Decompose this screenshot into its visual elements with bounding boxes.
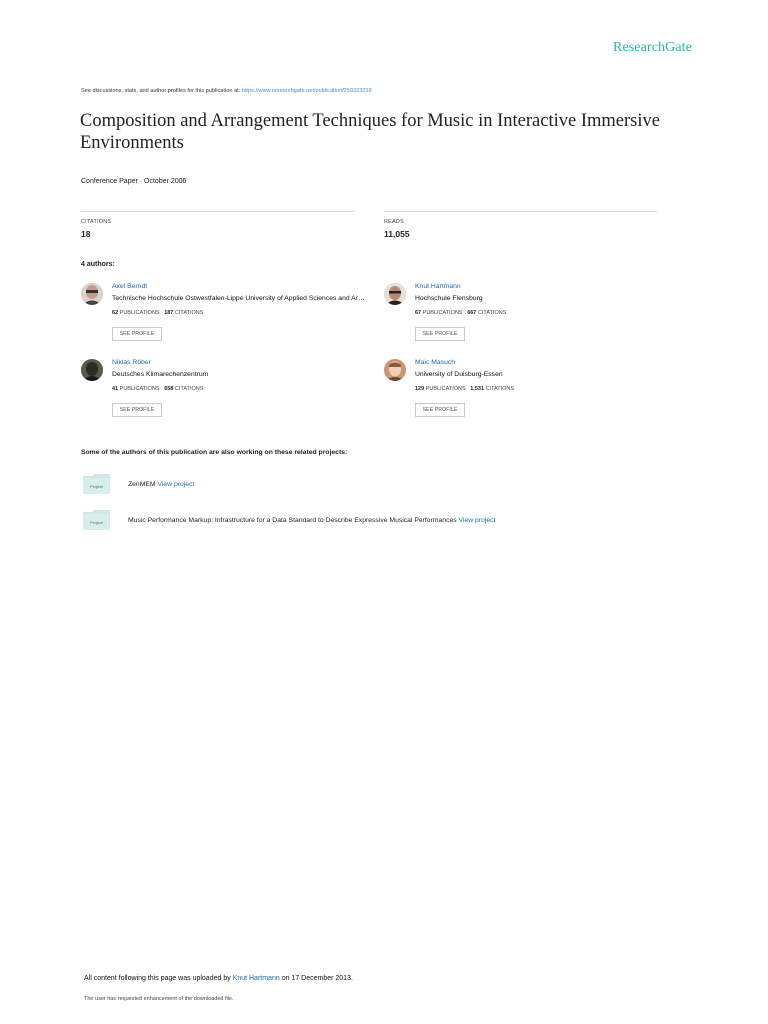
citations-label: CITATIONS [477,310,507,316]
author-stats [112,386,203,392]
paper-type-date: Conference Paper · October 2006 [81,178,187,185]
citations-count: 1,531 [470,386,485,392]
citations-count: 667 [467,310,477,316]
author-institution[interactable]: University of Duisburg-Essen [415,371,503,378]
publications-count: 67 [415,310,422,316]
reads-label: READS [384,219,404,225]
publications-label: PUBLICATIONS [119,386,160,392]
project-name: Music Performance Markup: Infrastructure for a Data Standard to Describe Expressive Musical Performances [128,517,457,524]
upload-notice [84,975,353,982]
see-profile-button[interactable]: SEE PROFILE [112,403,162,417]
reads-divider [384,211,657,212]
avatar[interactable] [81,359,103,381]
author-institution[interactable]: Deutsches Klimarechenzentrum [112,371,209,378]
avatar[interactable] [384,359,406,381]
see-profile-button[interactable]: SEE PROFILE [112,327,162,341]
view-project-link[interactable]: View project [157,481,195,488]
project-title [128,517,495,524]
avatar[interactable] [384,283,406,305]
citations-count: 187 [164,310,174,316]
view-project-link[interactable]: View project [458,517,496,524]
author-stats [415,310,506,316]
author-name[interactable]: Niklas Röber [112,359,151,366]
paper-title: Composition and Arrangement Techniques for Music in Interactive Immersive Environments [80,111,660,153]
upload-suffix: on 17 December 2013. [279,975,353,982]
enhancement-note: The user has requested enhancement of the downloaded file. [84,996,234,1002]
authors-heading: 4 authors: [81,261,115,268]
citations-label: CITATIONS [174,386,204,392]
author-name[interactable]: Knut Hartmann [415,283,461,290]
publications-label: PUBLICATIONS [422,310,463,316]
citations-divider [81,211,354,212]
project-folder-icon [83,509,111,531]
author-stats [112,310,203,316]
publications-count: 41 [112,386,119,392]
author-institution[interactable]: Hochschule Flensburg [415,295,483,302]
researchgate-logo[interactable]: ResearchGate [613,40,692,55]
citations-label: CITATIONS [485,386,515,392]
publications-count: 129 [415,386,425,392]
publication-url-link[interactable]: https://www.researchgate.net/publication/259323218 [241,88,372,94]
reads-value: 11,055 [384,229,410,239]
avatar[interactable] [81,283,103,305]
citations-label: CITATIONS [81,219,112,225]
publications-count: 62 [112,310,119,316]
see-profile-button[interactable]: SEE PROFILE [415,403,465,417]
discussions-prefix: See discussions, stats, and author profiles for this publication at: [81,88,242,94]
project-title [128,481,194,488]
author-name[interactable]: Axel Berndt [112,283,148,290]
discussions-line [81,88,372,94]
author-name[interactable]: Maic Masuch [415,359,456,366]
citations-count: 658 [164,386,174,392]
upload-prefix: All content following this page was uploaded by [84,975,233,982]
avatar-photo [384,359,406,381]
related-projects-heading: Some of the authors of this publication are also working on these related projects: [81,449,348,456]
publications-label: PUBLICATIONS [119,310,160,316]
project-name: ZenMEM [128,481,156,488]
uploader-link[interactable]: Knut Hartmann [232,975,280,982]
citations-value: 18 [81,229,91,239]
citations-label: CITATIONS [174,310,204,316]
author-institution[interactable]: Technische Hochschule Ostwestfalen-Lippe University of Applied Sciences and Ar… [112,295,365,302]
see-profile-button[interactable]: SEE PROFILE [415,327,465,341]
project-folder-label: Project [90,484,103,489]
avatar-photo [81,359,103,381]
author-stats [415,386,514,392]
avatar-photo [384,283,406,305]
avatar-photo [81,283,103,305]
project-folder-label: Project [90,520,103,525]
publications-label: PUBLICATIONS [425,386,466,392]
project-folder-icon [83,473,111,495]
